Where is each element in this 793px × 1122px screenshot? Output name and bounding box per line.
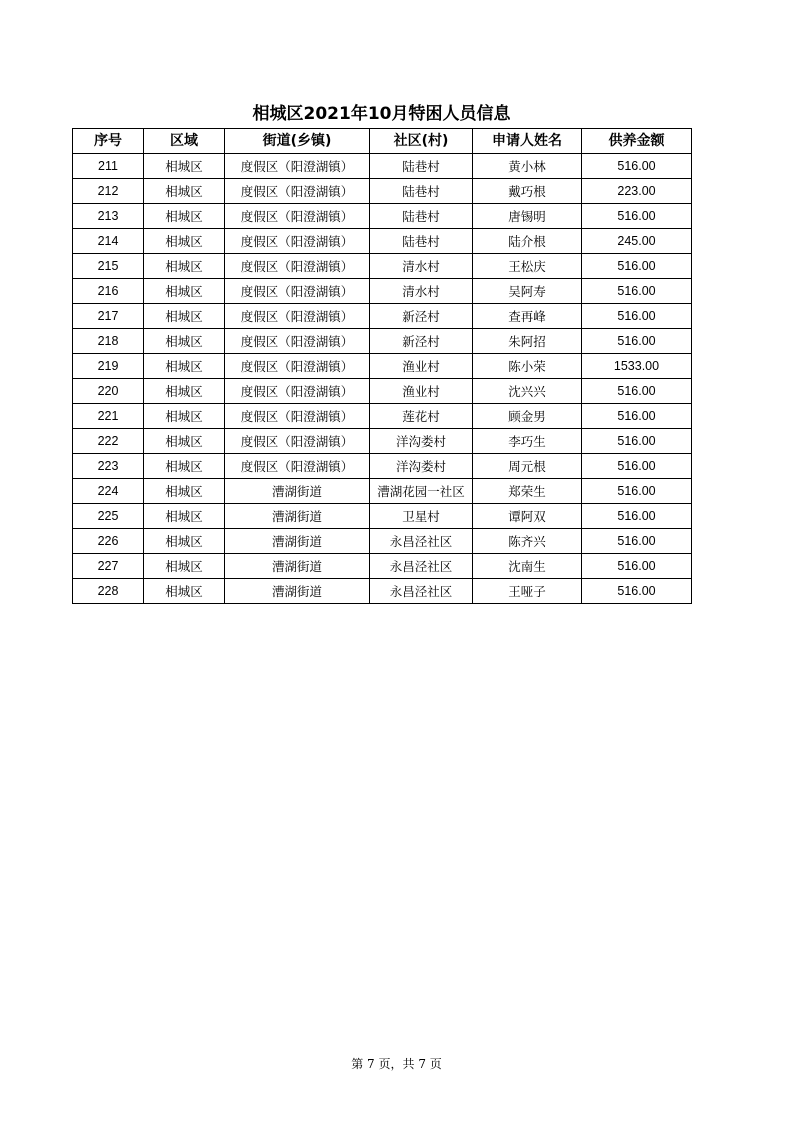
table-row [73,304,692,329]
applicant-name-cell: 朱阿招 [473,329,582,354]
serial-number-cell: 222 [73,429,144,454]
table-row [73,329,692,354]
table-row [73,154,692,179]
street-town-cell: 度假区（阳澄湖镇） [225,304,370,329]
table-row [73,354,692,379]
table-header-row [73,129,692,154]
personnel-table [72,128,692,604]
street-town-cell: 度假区（阳澄湖镇） [225,204,370,229]
applicant-name-cell: 谭阿双 [473,504,582,529]
applicant-name-cell: 戴巧根 [473,179,582,204]
community-village-cell: 卫星村 [370,504,473,529]
district-cell: 相城区 [144,454,225,479]
applicant-name-cell: 黄小林 [473,154,582,179]
support-amount-cell: 1533.00 [582,354,692,379]
community-village-cell: 莲花村 [370,404,473,429]
street-town-cell: 度假区（阳澄湖镇） [225,354,370,379]
community-village-cell: 陆巷村 [370,229,473,254]
header-district: 区域 [144,129,225,154]
support-amount-cell: 516.00 [582,479,692,504]
community-village-cell: 清水村 [370,279,473,304]
support-amount-cell: 516.00 [582,504,692,529]
table-row [73,179,692,204]
applicant-name-cell: 顾金男 [473,404,582,429]
serial-number-cell: 228 [73,579,144,604]
street-town-cell: 漕湖街道 [225,479,370,504]
street-town-cell: 度假区（阳澄湖镇） [225,229,370,254]
support-amount-cell: 516.00 [582,204,692,229]
applicant-name-cell: 查再峰 [473,304,582,329]
serial-number-cell: 215 [73,254,144,279]
support-amount-cell: 223.00 [582,179,692,204]
street-town-cell: 度假区（阳澄湖镇） [225,154,370,179]
table-body [73,154,692,604]
table-row [73,579,692,604]
community-village-cell: 新泾村 [370,329,473,354]
table-row [73,454,692,479]
support-amount-cell: 516.00 [582,454,692,479]
serial-number-cell: 214 [73,229,144,254]
district-cell: 相城区 [144,229,225,254]
serial-number-cell: 221 [73,404,144,429]
header-serial-number: 序号 [73,129,144,154]
table-row [73,404,692,429]
community-village-cell: 渔业村 [370,354,473,379]
community-village-cell: 漕湖花园一社区 [370,479,473,504]
community-village-cell: 永昌泾社区 [370,554,473,579]
applicant-name-cell: 陆介根 [473,229,582,254]
table-row [73,229,692,254]
serial-number-cell: 226 [73,529,144,554]
community-village-cell: 陆巷村 [370,179,473,204]
table-row [73,429,692,454]
community-village-cell: 清水村 [370,254,473,279]
header-street-town: 街道(乡镇) [225,129,370,154]
street-town-cell: 度假区（阳澄湖镇） [225,454,370,479]
community-village-cell: 渔业村 [370,379,473,404]
table-row [73,204,692,229]
district-cell: 相城区 [144,554,225,579]
community-village-cell: 永昌泾社区 [370,579,473,604]
district-cell: 相城区 [144,204,225,229]
table-row [73,529,692,554]
street-town-cell: 度假区（阳澄湖镇） [225,179,370,204]
serial-number-cell: 224 [73,479,144,504]
street-town-cell: 度假区（阳澄湖镇） [225,254,370,279]
district-cell: 相城区 [144,354,225,379]
table-row [73,379,692,404]
applicant-name-cell: 周元根 [473,454,582,479]
serial-number-cell: 225 [73,504,144,529]
applicant-name-cell: 王松庆 [473,254,582,279]
support-amount-cell: 516.00 [582,404,692,429]
serial-number-cell: 220 [73,379,144,404]
applicant-name-cell: 吴阿寿 [473,279,582,304]
street-town-cell: 漕湖街道 [225,554,370,579]
district-cell: 相城区 [144,329,225,354]
table-row [73,479,692,504]
serial-number-cell: 217 [73,304,144,329]
district-cell: 相城区 [144,279,225,304]
applicant-name-cell: 沈兴兴 [473,379,582,404]
street-town-cell: 度假区（阳澄湖镇） [225,329,370,354]
street-town-cell: 漕湖街道 [225,504,370,529]
street-town-cell: 漕湖街道 [225,529,370,554]
page-footer: 第 7 页，共 7 页 [351,1057,442,1071]
serial-number-cell: 218 [73,329,144,354]
support-amount-cell: 516.00 [582,429,692,454]
serial-number-cell: 212 [73,179,144,204]
support-amount-cell: 516.00 [582,554,692,579]
support-amount-cell: 516.00 [582,154,692,179]
community-village-cell: 新泾村 [370,304,473,329]
serial-number-cell: 213 [73,204,144,229]
district-cell: 相城区 [144,179,225,204]
support-amount-cell: 245.00 [582,229,692,254]
support-amount-cell: 516.00 [582,279,692,304]
community-village-cell: 永昌泾社区 [370,529,473,554]
district-cell: 相城区 [144,579,225,604]
support-amount-cell: 516.00 [582,304,692,329]
support-amount-cell: 516.00 [582,579,692,604]
header-support-amount: 供养金额 [582,129,692,154]
district-cell: 相城区 [144,404,225,429]
page-title: 相城区2021年10月特困人员信息 [252,104,511,124]
table-row [73,254,692,279]
community-village-cell: 洋沟娄村 [370,454,473,479]
support-amount-cell: 516.00 [582,329,692,354]
applicant-name-cell: 唐锡明 [473,204,582,229]
street-town-cell: 度假区（阳澄湖镇） [225,379,370,404]
street-town-cell: 度假区（阳澄湖镇） [225,429,370,454]
street-town-cell: 度假区（阳澄湖镇） [225,279,370,304]
street-town-cell: 度假区（阳澄湖镇） [225,404,370,429]
applicant-name-cell: 沈南生 [473,554,582,579]
serial-number-cell: 219 [73,354,144,379]
applicant-name-cell: 王哑子 [473,579,582,604]
applicant-name-cell: 陈齐兴 [473,529,582,554]
district-cell: 相城区 [144,254,225,279]
header-community-village: 社区(村) [370,129,473,154]
support-amount-cell: 516.00 [582,529,692,554]
district-cell: 相城区 [144,429,225,454]
table-row [73,554,692,579]
street-town-cell: 漕湖街道 [225,579,370,604]
applicant-name-cell: 郑荣生 [473,479,582,504]
community-village-cell: 陆巷村 [370,204,473,229]
district-cell: 相城区 [144,479,225,504]
district-cell: 相城区 [144,529,225,554]
support-amount-cell: 516.00 [582,379,692,404]
serial-number-cell: 211 [73,154,144,179]
community-village-cell: 洋沟娄村 [370,429,473,454]
header-applicant-name: 申请人姓名 [473,129,582,154]
serial-number-cell: 227 [73,554,144,579]
serial-number-cell: 223 [73,454,144,479]
community-village-cell: 陆巷村 [370,154,473,179]
table-row [73,504,692,529]
serial-number-cell: 216 [73,279,144,304]
district-cell: 相城区 [144,379,225,404]
district-cell: 相城区 [144,154,225,179]
applicant-name-cell: 李巧生 [473,429,582,454]
support-amount-cell: 516.00 [582,254,692,279]
table-row [73,279,692,304]
district-cell: 相城区 [144,304,225,329]
district-cell: 相城区 [144,504,225,529]
applicant-name-cell: 陈小荣 [473,354,582,379]
